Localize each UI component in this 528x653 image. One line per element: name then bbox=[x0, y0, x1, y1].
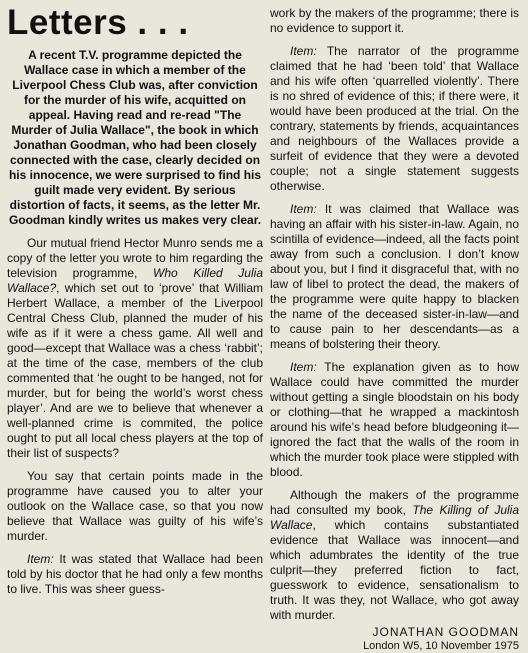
place-date: London W5, 10 November 1975 bbox=[363, 640, 519, 652]
p6-text: The explanation given as to how Wallace could have committed the murder without getting a single bloodstain on his body or clothing—that he wrapped a mackintosh around his wife’s head before bludgeoning it—ignored the fact that the walls of the room in which the murder took place were stippled with blood. bbox=[270, 360, 519, 479]
letter-paragraph-1 bbox=[7, 236, 263, 461]
signature: JONATHAN GOODMAN bbox=[372, 625, 519, 639]
p1-text-a: Our mutual friend Hector Munro sends me a copy of the letter you wrote to him regarding the television programme, bbox=[7, 236, 263, 280]
p4-text: The narrator of the programme claimed that he had ‘been told’ that Wallace and his wife often ‘quarrelled violently’. There is no shred of evidence of this; if there were, it would have been produced at the trial. On the contrary, statements by friends, acquaintances and neighbours of the Wallaces provide a surfeit of evidence that they were a devoted couple; not a single statement suggests otherwise. bbox=[270, 44, 519, 193]
columns bbox=[7, 3, 520, 652]
letter-paragraph-3-continued: work by the makers of the programme; there is no evidence to support it. bbox=[270, 6, 519, 35]
p3-text-a: It was stated that Wallace had been told by his doctor that he had only a few months to live. This was sheer guess- bbox=[7, 552, 263, 596]
item-label: Item: bbox=[290, 360, 317, 374]
letter-paragraph-3 bbox=[7, 552, 263, 597]
p1-programme-title: Who Killed Julia Wallace? bbox=[7, 266, 263, 295]
editor-intro: A recent T.V. programme depicted the Wallace case in which a member of the Liverpool Chess Club was, after conviction for the murder of his wife, acquitted on appeal. Having read and re-read "The Murder of Julia Wallace", the book in which Jonathan Goodman, who had been closely connected with the case, clearly decided on his innocence, we were surprised to find his guilt made very evident. By serious distortion of facts, it seems, as the letter Mr. Goodman kindly writes us makes very clear. bbox=[8, 48, 262, 227]
letter-paragraph-7 bbox=[270, 488, 519, 623]
p5-text: It was claimed that Wallace was having an affair with his sister-in-law. Again, no scintilla of evidence—indeed, all the facts point away from such a conclusion. I don’t know about you, but I find it disgraceful that, with no law of libel to protect the dead, the makers of the programme were quite happy to blacken the name of the deceased sister-in-law—and to cause pain to her descendants—as a means of bolstering their theory. bbox=[270, 202, 519, 351]
letter-paragraph-4 bbox=[270, 44, 519, 194]
letter-paragraph-6 bbox=[270, 360, 519, 480]
item-label: Item: bbox=[27, 552, 54, 566]
item-label: Item: bbox=[290, 202, 317, 216]
letter-paragraph-5 bbox=[270, 202, 519, 352]
p7-text-a: Although the makers of the programme had consulted my book, bbox=[270, 488, 519, 517]
item-label: Item: bbox=[290, 44, 317, 58]
left-column bbox=[7, 3, 263, 596]
p1-text-b: , which set out to ‘prove’ that William Herbert Wallace, a member of the Liverpool Central Chess Club, planned the muder of his wife as if it were a chess game. All well and good—except that Wallace was a chess ‘rabbit’; at the time of the case, members of the club commented that ‘he ought to be hanged, not for murder, but for being the world’s worst chess player’. And are we to believe that whenever a well-planned crime is commited, the police ought to put all local chess players at the top of their list of suspects? bbox=[7, 281, 263, 460]
p7-book-title: The Killing of Julia Wallace bbox=[270, 503, 520, 532]
p7-text-b: , which contains substantiated evidence that Wallace was innocent—and which adumbrates the identity of the true culprit—they preferred fiction to fact, guesswork to evidence, sensationalism to truth. It was they, not Wallace, who got away with murder. bbox=[270, 518, 519, 622]
page-title: Letters . . . bbox=[7, 3, 189, 42]
letter-paragraph-2: You say that certain points made in the programme have caused you to alter your outlook on the Wallace case, so that you now believe that Wallace was guilty of his wife’s murder. bbox=[7, 469, 263, 543]
right-column bbox=[270, 6, 520, 652]
